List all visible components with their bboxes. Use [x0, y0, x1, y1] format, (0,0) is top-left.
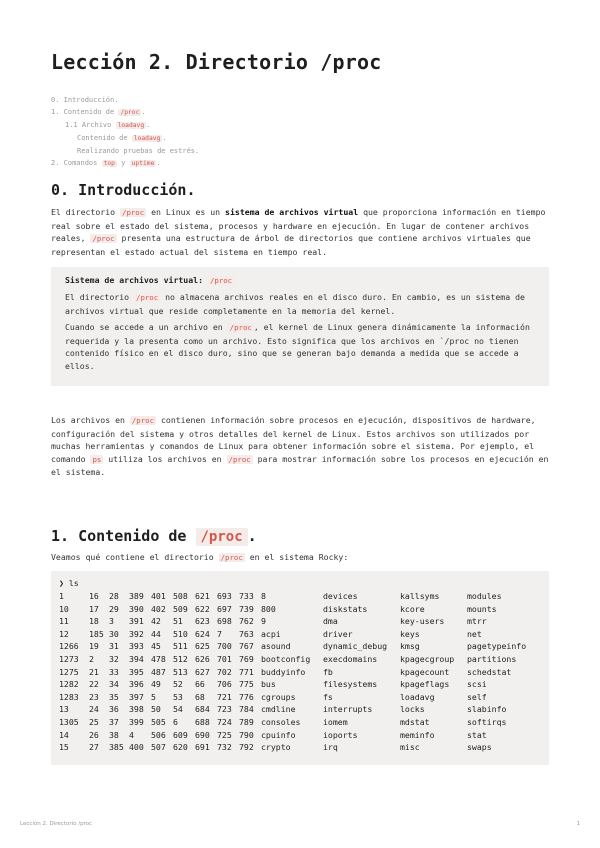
ls-entry: 394: [129, 653, 144, 664]
inline-code: loadavg: [133, 135, 161, 142]
ls-entry: pagetypeinfo: [467, 641, 527, 652]
ls-entry: 13: [59, 704, 69, 715]
section-heading-intro: 0. Introducción.: [51, 181, 196, 199]
ls-entry: 14: [59, 729, 69, 740]
inline-code: /proc: [229, 323, 252, 333]
ls-entry: 771: [239, 666, 254, 677]
ls-entry: 390: [129, 603, 144, 614]
ls-entry: self: [467, 691, 487, 702]
inline-code: loadavg: [117, 122, 145, 129]
ls-entry: 8: [261, 591, 266, 601]
ls-entry: 725: [217, 729, 232, 740]
ls-entry: 11: [59, 616, 69, 627]
ls-entry: 397: [129, 691, 144, 702]
ls-entry: partitions: [467, 653, 517, 664]
ls-entry: 487: [151, 666, 166, 677]
ls-entry: 732: [217, 742, 232, 753]
ls-entry: 30: [109, 628, 119, 639]
ls-entry: dma: [323, 616, 338, 627]
intro-paragraph: El directorio /proc en Linux es un sistema de archivos virtual que proporciona información en tiempo real sobre el estado del sistema, procesos y hardware en ejecución. En lugar de contener archivos reales, /proc presenta una estructura de árbol de directorios que contiene archivos virtuales que representan el estado actual del sistema en tiempo real.: [51, 207, 546, 257]
ls-entry: 400: [129, 742, 144, 753]
section-heading-contents: 1. Contenido de /proc .: [51, 527, 257, 545]
toc-item[interactable]: 1. Contenido de /proc .: [51, 108, 146, 116]
ls-entry: diskstats: [323, 603, 368, 614]
inline-code: /proc: [131, 416, 155, 425]
ls-entry: 507: [151, 742, 166, 753]
ls-entry: 28: [109, 591, 119, 601]
ls-entry: 792: [239, 742, 254, 753]
ls-entry: acpi: [261, 628, 281, 639]
ls-entry: 623: [195, 616, 210, 627]
ls-entry: 33: [109, 666, 119, 677]
ls-entry: 1283: [59, 691, 79, 702]
ls-entry: 45: [151, 641, 161, 652]
ls-entry: locks: [400, 704, 425, 715]
ls-entry: buddyinfo: [261, 666, 306, 677]
ls-entry: 399: [129, 716, 144, 727]
ls-entry: 1305: [59, 716, 79, 727]
ls-entry: 34: [109, 679, 119, 690]
ls-entry: 763: [239, 628, 254, 639]
ls-entry: 620: [173, 742, 188, 753]
ls-entry: mtrr: [467, 616, 487, 627]
ls-row: [59, 716, 526, 729]
ls-entry: 53: [173, 691, 183, 702]
ls-entry: 21: [89, 666, 99, 677]
ls-entry: 27: [89, 742, 99, 753]
ls-entry: 402: [151, 603, 166, 614]
ls-entry: 19: [89, 641, 99, 652]
ls-entry: 684: [195, 704, 210, 715]
files-paragraph: Los archivos en /proc contienen información sobre procesos en ejecución, dispositivos de hardware, configuración del sistema y otros detalles del kernel de Linux. Estos archivos son utilizados por muchas herramientas y comandos de Linux para obtener información sobre el sistema. Por ejemplo, el comando ps utiliza los archivos en /proc para mostrar información sobre los procesos en ejecución en el sistema.: [51, 415, 549, 478]
ls-entry: net: [467, 628, 482, 639]
ls-entry: 54: [173, 704, 183, 715]
ls-entry: key-users: [400, 616, 445, 627]
ls-entry: kpagecount: [400, 666, 450, 677]
ls-entry: 17: [89, 603, 99, 614]
ls-entry: 509: [173, 603, 188, 614]
ls-entry: 18: [89, 616, 99, 627]
ls-entry: 1275: [59, 666, 79, 677]
ls-entry: 706: [217, 679, 232, 690]
toc-item[interactable]: 2. Comandos top y uptime .: [51, 159, 161, 167]
ls-entry: misc: [400, 742, 420, 753]
terminal-prompt: ❯ ls: [59, 578, 79, 588]
ls-entry: 22: [89, 679, 99, 690]
ls-entry: 185: [89, 628, 104, 639]
inline-code: /proc: [92, 234, 115, 244]
ls-entry: iomem: [323, 716, 348, 727]
ls-entry: 44: [151, 628, 161, 639]
ls-entry: 1: [59, 591, 64, 601]
ls-entry: fs: [323, 691, 333, 702]
ls-entry: 2: [89, 653, 94, 664]
ls-entry: 627: [195, 666, 210, 677]
toc-item[interactable]: Realizando pruebas de estrés.: [77, 147, 200, 155]
inline-code: /proc: [209, 276, 233, 285]
ls-entry: slabinfo: [467, 704, 507, 715]
ls-entry: 24: [89, 704, 99, 715]
ls-entry: 769: [239, 653, 254, 664]
ls-entry: 625: [195, 641, 210, 652]
ls-entry: 385: [109, 742, 124, 753]
ls-entry: 702: [217, 666, 232, 677]
ls-entry: 37: [109, 716, 119, 727]
inline-code: /proc: [228, 454, 251, 464]
ls-entry: 398: [129, 704, 144, 715]
toc-item[interactable]: 1.1 Archivo loadavg .: [65, 121, 151, 129]
ls-row: [59, 628, 526, 641]
ls-entry: 762: [239, 616, 254, 627]
ls-entry: crypto: [261, 742, 291, 753]
ls-entry: scsi: [467, 679, 487, 690]
ls-entry: kpageflags: [400, 679, 450, 690]
ls-entry: keys: [400, 628, 420, 639]
inline-code: /proc: [136, 293, 159, 302]
ls-entry: kcore: [400, 603, 425, 614]
ls-entry: 51: [173, 616, 183, 627]
ls-entry: 1273: [59, 653, 79, 664]
page-number: 1: [576, 821, 580, 827]
terminal-output-block: [51, 571, 549, 765]
ls-entry: 6: [173, 716, 178, 727]
ls-entry: 626: [195, 653, 210, 664]
ls-entry: ioports: [323, 729, 358, 740]
ls-entry: 723: [217, 704, 232, 715]
callout-paragraph: Cuando se accede a un archivo en /proc , el kernel de Linux genera dinámicamente la información requerida y la presenta como un archivo. Esto significa que los archivos en `/proc no tienen contenido físico en el disco duro, sino que se generan bajo demanda a medida que se accede a ellos.: [65, 322, 530, 371]
ls-entry: loadavg: [400, 691, 435, 702]
ls-entry: mdstat: [400, 716, 430, 727]
ls-entry: 784: [239, 704, 254, 715]
ls-row: [59, 615, 526, 628]
ls-entry: kpagecgroup: [400, 653, 455, 664]
ls-entry: 506: [151, 729, 166, 740]
ls-entry: softirqs: [467, 716, 507, 727]
table-of-contents: [51, 94, 199, 170]
rocky-paragraph: Veamos qué contiene el directorio /proc en el sistema Rocky:: [51, 552, 349, 562]
ls-entry: 23: [89, 691, 99, 702]
inline-code: /proc: [196, 528, 248, 546]
ls-entry: 697: [217, 603, 232, 614]
inline-code: /proc: [122, 208, 145, 217]
ls-entry: 389: [129, 591, 144, 601]
ls-entry: 621: [195, 591, 210, 601]
ls-entry: 513: [173, 666, 188, 677]
inline-code: ps: [92, 454, 102, 464]
ls-row: [59, 590, 526, 603]
ls-entry: 691: [195, 742, 210, 753]
callout-box: [51, 267, 549, 386]
ls-entry: 395: [129, 666, 144, 677]
ls-entry: 31: [109, 641, 119, 652]
ls-entry: 701: [217, 653, 232, 664]
ls-entry: 733: [239, 591, 254, 601]
ls-entry: 29: [109, 603, 119, 614]
ls-entry: 724: [217, 716, 232, 727]
ls-entry: swaps: [467, 742, 492, 753]
toc-item[interactable]: Contenido de loadavg .: [77, 134, 167, 142]
ls-entry: 393: [129, 641, 144, 652]
ls-entry: bootconfig: [261, 653, 311, 664]
ls-entry: 693: [217, 591, 232, 601]
ls-entry: meminfo: [400, 729, 435, 740]
ls-entry: 42: [151, 616, 161, 627]
ls-entry: 35: [109, 691, 119, 702]
ls-entry: 622: [195, 603, 210, 614]
ls-entry: 16: [89, 591, 99, 601]
ls-row: [59, 640, 526, 653]
ls-entry: 739: [239, 603, 254, 614]
ls-entry: 391: [129, 616, 144, 627]
ls-entry: 4: [129, 729, 134, 740]
ls-row: [59, 691, 526, 704]
callout-title: Sistema de archivos virtual: /proc: [65, 275, 233, 285]
ls-entry: 401: [151, 591, 166, 601]
ls-entry: 66: [195, 679, 205, 690]
ls-entry: 49: [151, 679, 161, 690]
ls-entry: 767: [239, 641, 254, 652]
ls-entry: 698: [217, 616, 232, 627]
ls-entry: 9: [261, 616, 266, 627]
ls-entry: dynamic_debug: [323, 641, 388, 652]
ls-entry: 1282: [59, 679, 79, 690]
ls-entry: 38: [109, 729, 119, 740]
ls-entry: cgroups: [261, 691, 296, 702]
ls-entry: 478: [151, 653, 166, 664]
inline-code: uptime: [131, 160, 155, 167]
ls-row: [59, 653, 526, 666]
ls-entry: 32: [109, 653, 119, 664]
inline-code: /proc: [220, 553, 243, 562]
ls-entry: mounts: [467, 603, 497, 614]
ls-entry: fb: [323, 666, 333, 677]
ls-entry: 505: [151, 716, 166, 727]
ls-entry: 1266: [59, 641, 79, 652]
ls-entry: schedstat: [467, 666, 512, 677]
ls-row: [59, 678, 526, 691]
ls-entry: modules: [467, 591, 502, 601]
ls-entry: 508: [173, 591, 188, 601]
ls-entry: 10: [59, 603, 69, 614]
ls-entry: 3: [109, 616, 114, 627]
ls-row: [59, 729, 526, 742]
ls-entry: asound: [261, 641, 291, 652]
ls-entry: 511: [173, 641, 188, 652]
toc-item[interactable]: 0. Introducción.: [51, 96, 119, 104]
ls-entry: stat: [467, 729, 487, 740]
footer-title: Lección 2. Directorio /proc: [20, 821, 93, 827]
ls-entry: 624: [195, 628, 210, 639]
ls-entry: cpuinfo: [261, 729, 296, 740]
inline-code: top: [103, 160, 115, 167]
ls-entry: 690: [195, 729, 210, 740]
ls-entry: 800: [261, 603, 276, 614]
ls-entry: 25: [89, 716, 99, 727]
ls-entry: 26: [89, 729, 99, 740]
ls-row: [59, 666, 526, 679]
ls-entry: 688: [195, 716, 210, 727]
ls-entry: 15: [59, 742, 69, 753]
ls-entry: cmdline: [261, 704, 296, 715]
ls-row: [59, 603, 526, 616]
inline-code: /proc: [120, 109, 140, 116]
ls-entry: 7: [217, 628, 222, 639]
ls-row: [59, 703, 526, 716]
ls-entry: 776: [239, 691, 254, 702]
ls-entry: 700: [217, 641, 232, 652]
ls-entry: kallsyms: [400, 591, 440, 601]
ls-row: [59, 741, 526, 754]
ls-entry: 50: [151, 704, 161, 715]
ls-output-table: [59, 590, 526, 754]
ls-entry: 721: [217, 691, 232, 702]
ls-entry: 5: [151, 691, 156, 702]
ls-entry: interrupts: [323, 704, 373, 715]
ls-entry: execdomains: [323, 653, 378, 664]
ls-entry: 36: [109, 704, 119, 715]
ls-entry: 790: [239, 729, 254, 740]
ls-entry: 392: [129, 628, 144, 639]
ls-entry: 396: [129, 679, 144, 690]
ls-entry: filesystems: [323, 679, 378, 690]
ls-entry: devices: [323, 591, 358, 601]
ls-entry: driver: [323, 628, 353, 639]
ls-entry: 510: [173, 628, 188, 639]
ls-entry: bus: [261, 679, 276, 690]
ls-entry: 52: [173, 679, 183, 690]
page-title: Lección 2. Directorio /proc: [51, 50, 382, 74]
ls-entry: 512: [173, 653, 188, 664]
callout-paragraph: El directorio /proc no almacena archivos reales en el disco duro. En cambio, es un sistema de archivos virtual que reside completamente en la memoria del kernel.: [65, 292, 525, 316]
ls-entry: 775: [239, 679, 254, 690]
ls-entry: consoles: [261, 716, 301, 727]
ls-entry: kmsg: [400, 641, 420, 652]
ls-entry: 12: [59, 628, 69, 639]
ls-entry: 609: [173, 729, 188, 740]
ls-entry: 789: [239, 716, 254, 727]
ls-entry: irq: [323, 742, 338, 753]
ls-entry: 68: [195, 691, 205, 702]
